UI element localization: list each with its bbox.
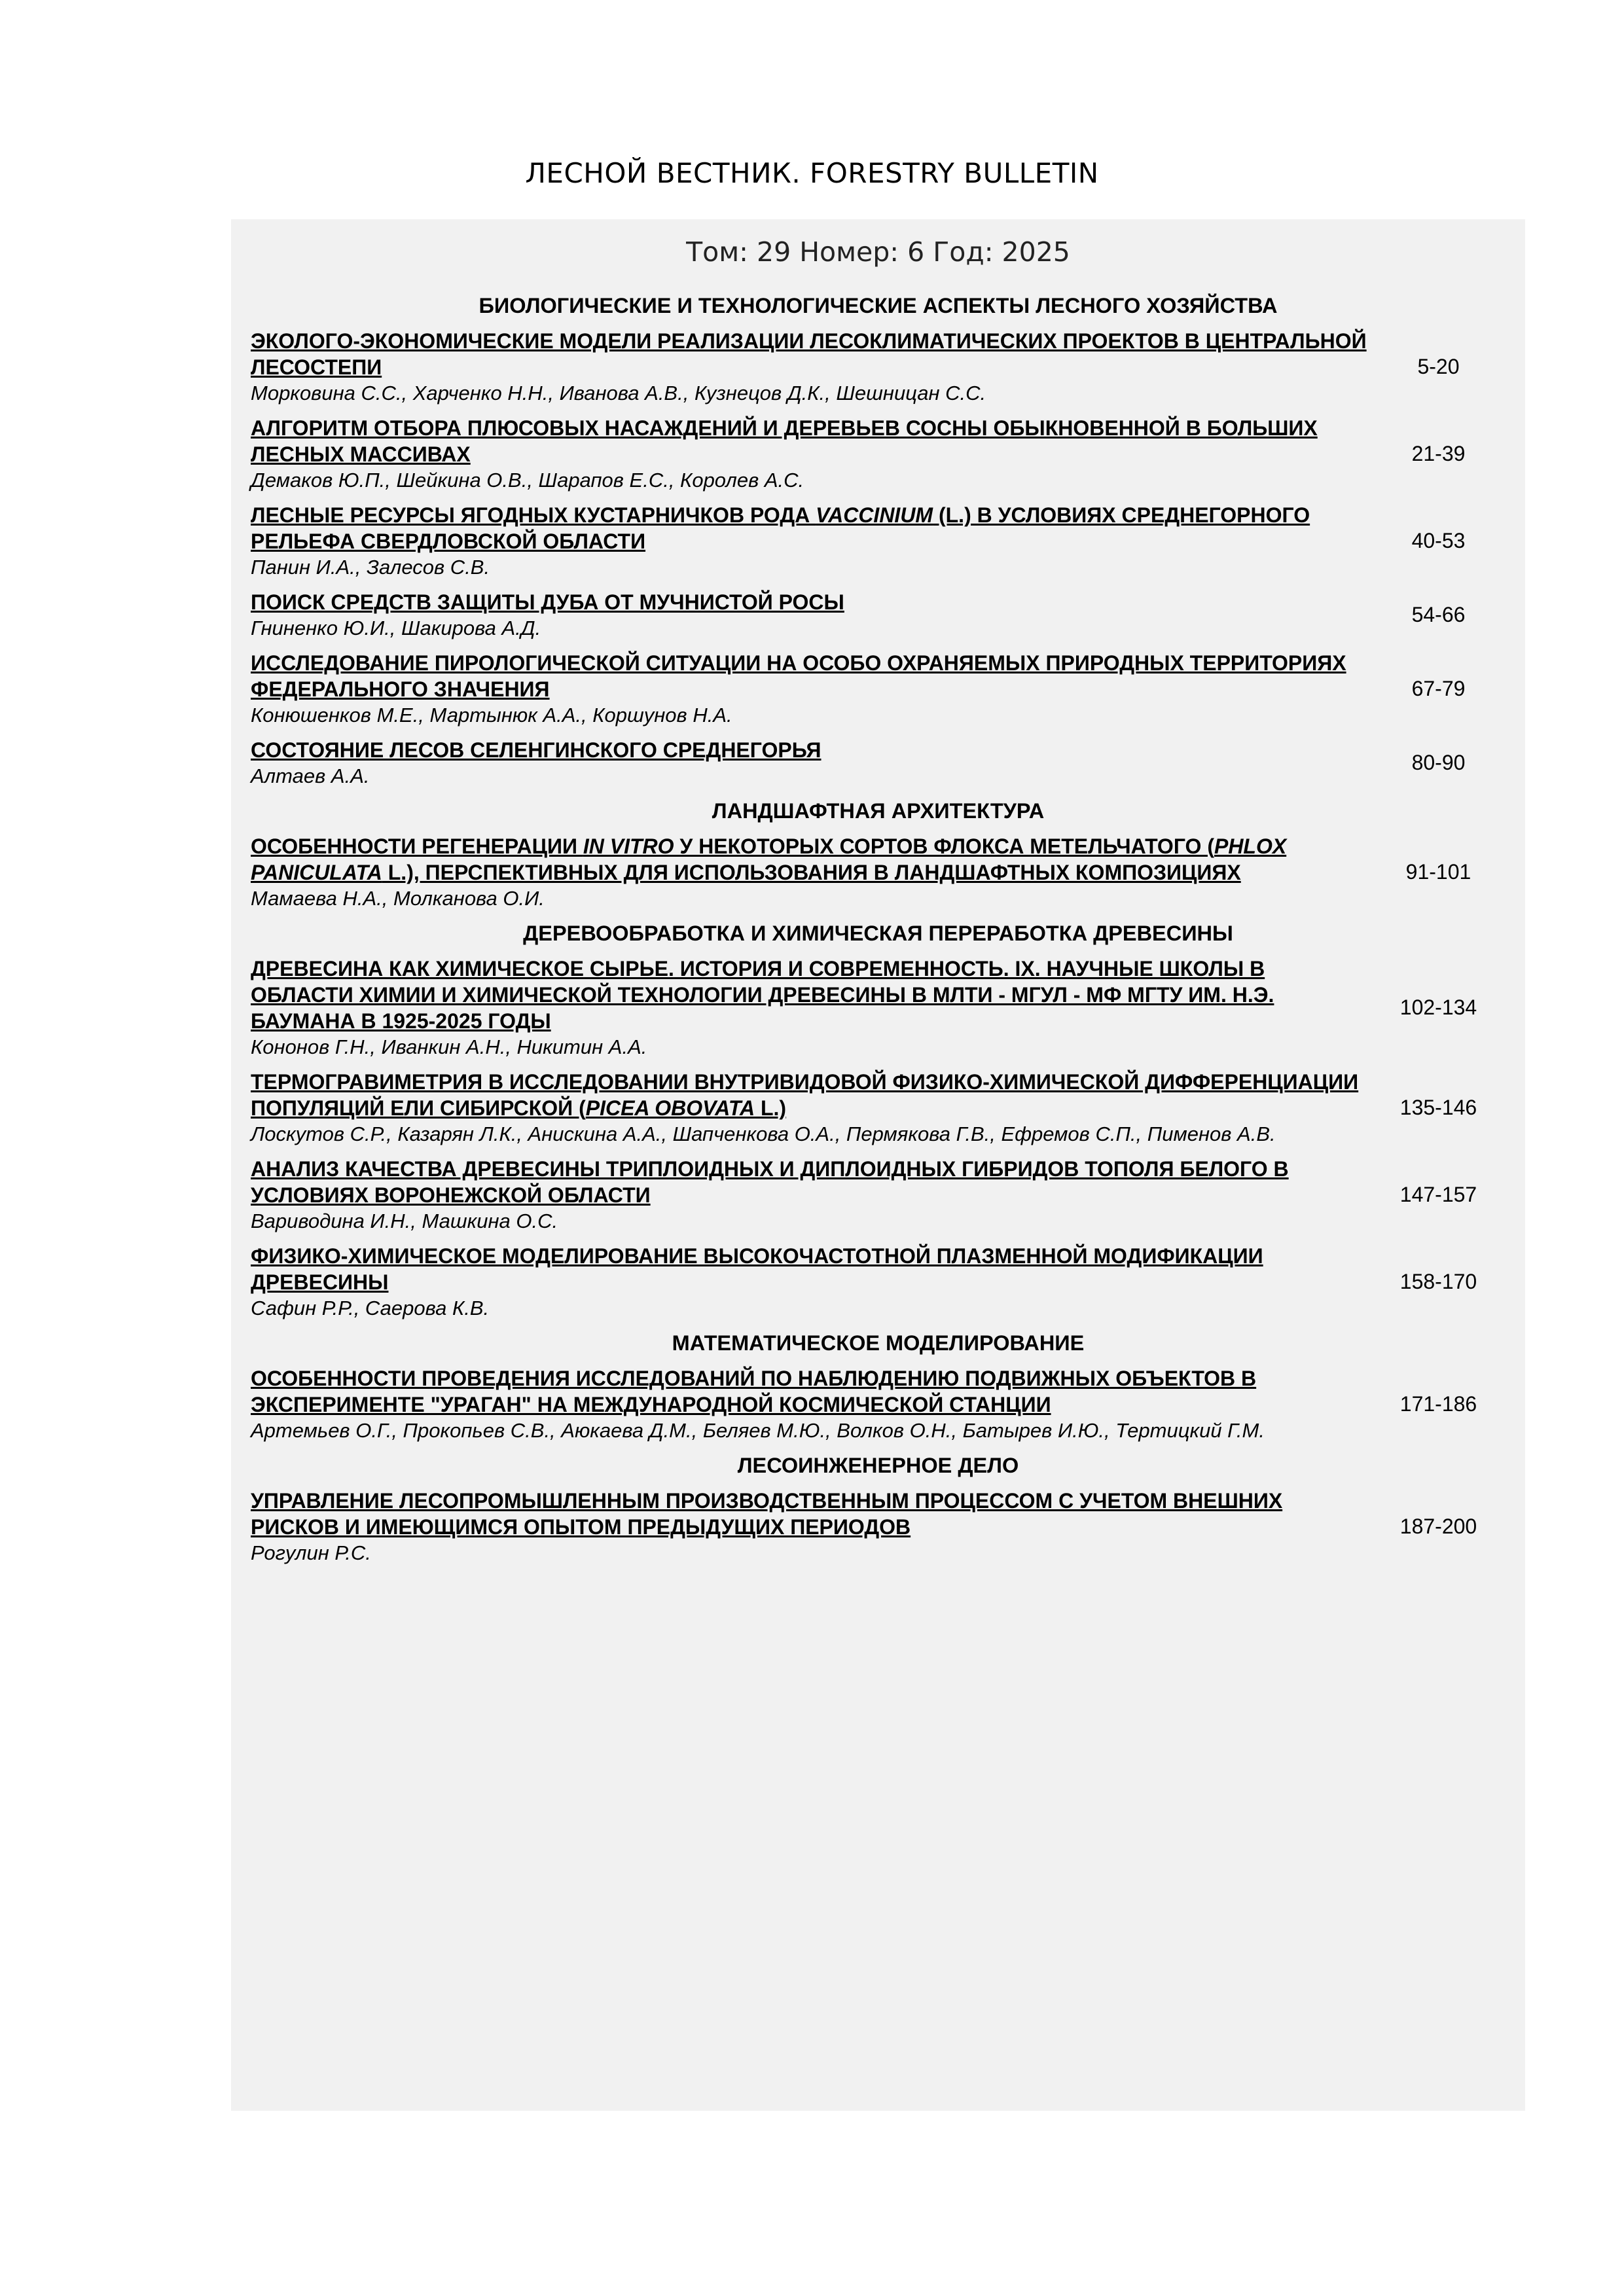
article-entry — [251, 415, 1506, 493]
article-pages: 54-66 — [1411, 603, 1466, 626]
section-heading: ДЕРЕВООБРАБОТКА И ХИМИЧЕСКАЯ ПЕРЕРАБОТКА ДРЕВЕСИНЫ — [523, 922, 1233, 945]
article-entry — [251, 1156, 1506, 1234]
article-entry — [251, 1488, 1506, 1566]
article-authors: Кононов Г.Н., Иванкин А.Н., Никитин А.А. — [251, 1035, 647, 1058]
article-title-link[interactable] — [251, 328, 1371, 380]
article-pages: 135-146 — [1399, 1096, 1477, 1119]
article-title-link[interactable] — [251, 1156, 1371, 1208]
article-title-part: ОСОБЕННОСТИ РЕГЕНЕРАЦИИ — [251, 834, 583, 858]
article-title-part: (L.) В УСЛОВИЯХ СРЕДНЕГОРНОГО РЕЛЬЕФА СВЕРДЛОВСКОЙ ОБЛАСТИ — [251, 503, 1310, 553]
article-pages: 147-157 — [1399, 1183, 1477, 1206]
article-title-part: ОСОБЕННОСТИ ПРОВЕДЕНИЯ ИССЛЕДОВАНИЙ ПО НАБЛЮДЕНИЮ ПОДВИЖНЫХ ОБЪЕКТОВ В ЭКСПЕРИМЕНТЕ "УРАГАН" НА МЕЖДУНАРОДНОЙ КОСМИЧЕСКОЙ СТАНЦИИ — [251, 1367, 1257, 1416]
article-entry — [251, 589, 1506, 641]
article-authors: Рогулин Р.С. — [251, 1541, 371, 1564]
article-entry — [251, 1365, 1506, 1443]
article-title-link[interactable] — [251, 833, 1371, 886]
article-title-link[interactable] — [251, 1069, 1371, 1121]
section-heading: МАТЕМАТИЧЕСКОЕ МОДЕЛИРОВАНИЕ — [672, 1331, 1085, 1355]
article-title-part: У НЕКОТОРЫХ СОРТОВ ФЛОКСА МЕТЕЛЬЧАТОГО ( — [674, 834, 1214, 858]
article-entry — [251, 650, 1506, 728]
article-title-part: ДРЕВЕСИНА КАК ХИМИЧЕСКОЕ СЫРЬЕ. ИСТОРИЯ И СОВРЕМЕННОСТЬ. IX. НАУЧНЫЕ ШКОЛЫ В ОБЛАСТИ ХИМИИ И ХИМИЧЕСКОЙ ТЕХНОЛОГИИ ДРЕВЕСИНЫ В МЛТИ - МГУЛ - МФ МГТУ ИМ. Н.Э. БАУМАНА В 1925-2025 ГОДЫ — [251, 957, 1274, 1033]
article-pages: 21-39 — [1411, 442, 1466, 465]
article-pages: 91-101 — [1405, 860, 1471, 884]
article-title-link[interactable] — [251, 1488, 1371, 1540]
article-authors: Гниненко Ю.И., Шакирова А.Д. — [251, 617, 541, 639]
article-title-part: L.) — [755, 1096, 787, 1120]
issue-info: Том: 29 Номер: 6 Год: 2025 — [686, 236, 1070, 268]
article-authors: Конюшенков М.Е., Мартынюк А.А., Коршунов Н.А. — [251, 704, 732, 726]
article-pages: 40-53 — [1411, 529, 1466, 552]
journal-title: ЛЕСНОЙ ВЕСТНИК. FORESTRY BULLETIN — [525, 157, 1099, 189]
article-title-link[interactable] — [251, 1365, 1371, 1418]
article-title-part: АНАЛИЗ КАЧЕСТВА ДРЕВЕСИНЫ ТРИПЛОИДНЫХ И ДИПЛОИДНЫХ ГИБРИДОВ ТОПОЛЯ БЕЛОГО В УСЛОВИЯХ ВОРОНЕЖСКОЙ ОБЛАСТИ — [251, 1157, 1289, 1207]
section-heading: ЛЕСОИНЖЕНЕРНОЕ ДЕЛО — [737, 1454, 1019, 1477]
article-entry — [251, 1069, 1506, 1147]
article-entry — [251, 328, 1506, 406]
article-title-part: ТЕРМОГРАВИМЕТРИЯ В ИССЛЕДОВАНИИ ВНУТРИВИДОВОЙ ФИЗИКО-ХИМИЧЕСКОЙ ДИФФЕРЕНЦИАЦИИ ПОПУЛЯЦИЙ ЕЛИ СИБИРСКОЙ ( — [251, 1070, 1359, 1120]
article-title-part: ФИЗИКО-ХИМИЧЕСКОЕ МОДЕЛИРОВАНИЕ ВЫСОКОЧАСТОТНОЙ ПЛАЗМЕННОЙ МОДИФИКАЦИИ ДРЕВЕСИНЫ — [251, 1244, 1263, 1294]
table-of-contents — [251, 290, 1506, 1575]
article-authors: Морковина С.С., Харченко Н.Н., Иванова А.В., Кузнецов Д.К., Шешницан С.С. — [251, 382, 986, 404]
article-pages: 187-200 — [1399, 1515, 1477, 1538]
article-title-link[interactable] — [251, 650, 1371, 702]
article-authors: Вариводина И.Н., Машкина О.С. — [251, 1210, 558, 1232]
article-title-part: ИССЛЕДОВАНИЕ ПИРОЛОГИЧЕСКОЙ СИТУАЦИИ НА ОСОБО ОХРАНЯЕМЫХ ПРИРОДНЫХ ТЕРРИТОРИЯХ ФЕДЕРАЛЬНОГО ЗНАЧЕНИЯ — [251, 651, 1346, 701]
article-authors: Артемьев О.Г., Прокопьев С.В., Аюкаева Д.М., Беляев М.Ю., Волков О.Н., Батырев И.Ю., Тертицкий Г.М. — [251, 1419, 1265, 1442]
article-authors: Мамаева Н.А., Молканова О.И. — [251, 887, 545, 910]
article-title-link[interactable] — [251, 1243, 1371, 1295]
article-authors: Алтаев А.А. — [251, 764, 370, 787]
section-heading: ЛАНДШАФТНАЯ АРХИТЕКТУРА — [712, 799, 1045, 823]
article-title-italic-part: PICEA OBOVATA — [585, 1096, 755, 1120]
article-entry — [251, 737, 1506, 789]
section-heading: БИОЛОГИЧЕСКИЕ И ТЕХНОЛОГИЧЕСКИЕ АСПЕКТЫ ЛЕСНОГО ХОЗЯЙСТВА — [478, 294, 1278, 317]
article-authors: Сафин Р.Р., Саерова К.В. — [251, 1297, 490, 1319]
article-title-part: ЭКОЛОГО-ЭКОНОМИЧЕСКИЕ МОДЕЛИ РЕАЛИЗАЦИИ ЛЕСОКЛИМАТИЧЕСКИХ ПРОЕКТОВ В ЦЕНТРАЛЬНОЙ ЛЕСОСТЕПИ — [251, 329, 1367, 379]
article-entry — [251, 1243, 1506, 1321]
article-title-italic-part: IN VITRO — [583, 834, 674, 858]
article-pages: 5-20 — [1417, 355, 1460, 378]
article-pages: 102-134 — [1399, 996, 1477, 1019]
article-title-link[interactable] — [251, 502, 1371, 554]
article-title-italic-part: PHLOX PANICULATA — [251, 834, 1287, 884]
article-title-link[interactable] — [251, 956, 1371, 1034]
article-title-part: ЛЕСНЫЕ РЕСУРСЫ ЯГОДНЫХ КУСТАРНИЧКОВ РОДА — [251, 503, 816, 527]
article-authors: Панин И.А., Залесов С.В. — [251, 556, 490, 579]
article-title-link[interactable] — [251, 589, 1371, 615]
toc-panel — [231, 219, 1525, 2111]
article-title-part: L.), ПЕРСПЕКТИВНЫХ ДЛЯ ИСПОЛЬЗОВАНИЯ В ЛАНДШАФТНЫХ КОМПОЗИЦИЯХ — [382, 861, 1241, 884]
article-title-italic-part: VACCINIUM — [816, 503, 933, 527]
article-title-link[interactable] — [251, 737, 1371, 763]
article-pages: 67-79 — [1411, 677, 1466, 700]
article-title-link[interactable] — [251, 415, 1371, 467]
article-authors: Демаков Ю.П., Шейкина О.В., Шарапов Е.С., Королев А.С. — [251, 469, 804, 492]
article-title-part: АЛГОРИТМ ОТБОРА ПЛЮСОВЫХ НАСАЖДЕНИЙ И ДЕРЕВЬЕВ СОСНЫ ОБЫКНОВЕННОЙ В БОЛЬШИХ ЛЕСНЫХ МАССИВАХ — [251, 416, 1318, 466]
article-authors: Лоскутов С.Р., Казарян Л.К., Анискина А.А., Шапченкова О.А., Пермякова Г.В., Ефремов С.П., Пименов А.В. — [251, 1122, 1276, 1145]
article-title-part: ПОИСК СРЕДСТВ ЗАЩИТЫ ДУБА ОТ МУЧНИСТОЙ РОСЫ — [251, 590, 844, 614]
article-entry — [251, 956, 1506, 1060]
article-pages: 158-170 — [1399, 1270, 1477, 1293]
article-entry — [251, 502, 1506, 580]
article-pages: 171-186 — [1399, 1392, 1477, 1416]
article-title-part: СОСТОЯНИЕ ЛЕСОВ СЕЛЕНГИНСКОГО СРЕДНЕГОРЬЯ — [251, 738, 821, 762]
article-title-part: УПРАВЛЕНИЕ ЛЕСОПРОМЫШЛЕННЫМ ПРОИЗВОДСТВЕННЫМ ПРОЦЕССОМ С УЧЕТОМ ВНЕШНИХ РИСКОВ И ИМЕЮЩИМСЯ ОПЫТОМ ПРЕДЫДУЩИХ ПЕРИОДОВ — [251, 1489, 1283, 1539]
article-entry — [251, 833, 1506, 911]
article-pages: 80-90 — [1411, 751, 1466, 774]
